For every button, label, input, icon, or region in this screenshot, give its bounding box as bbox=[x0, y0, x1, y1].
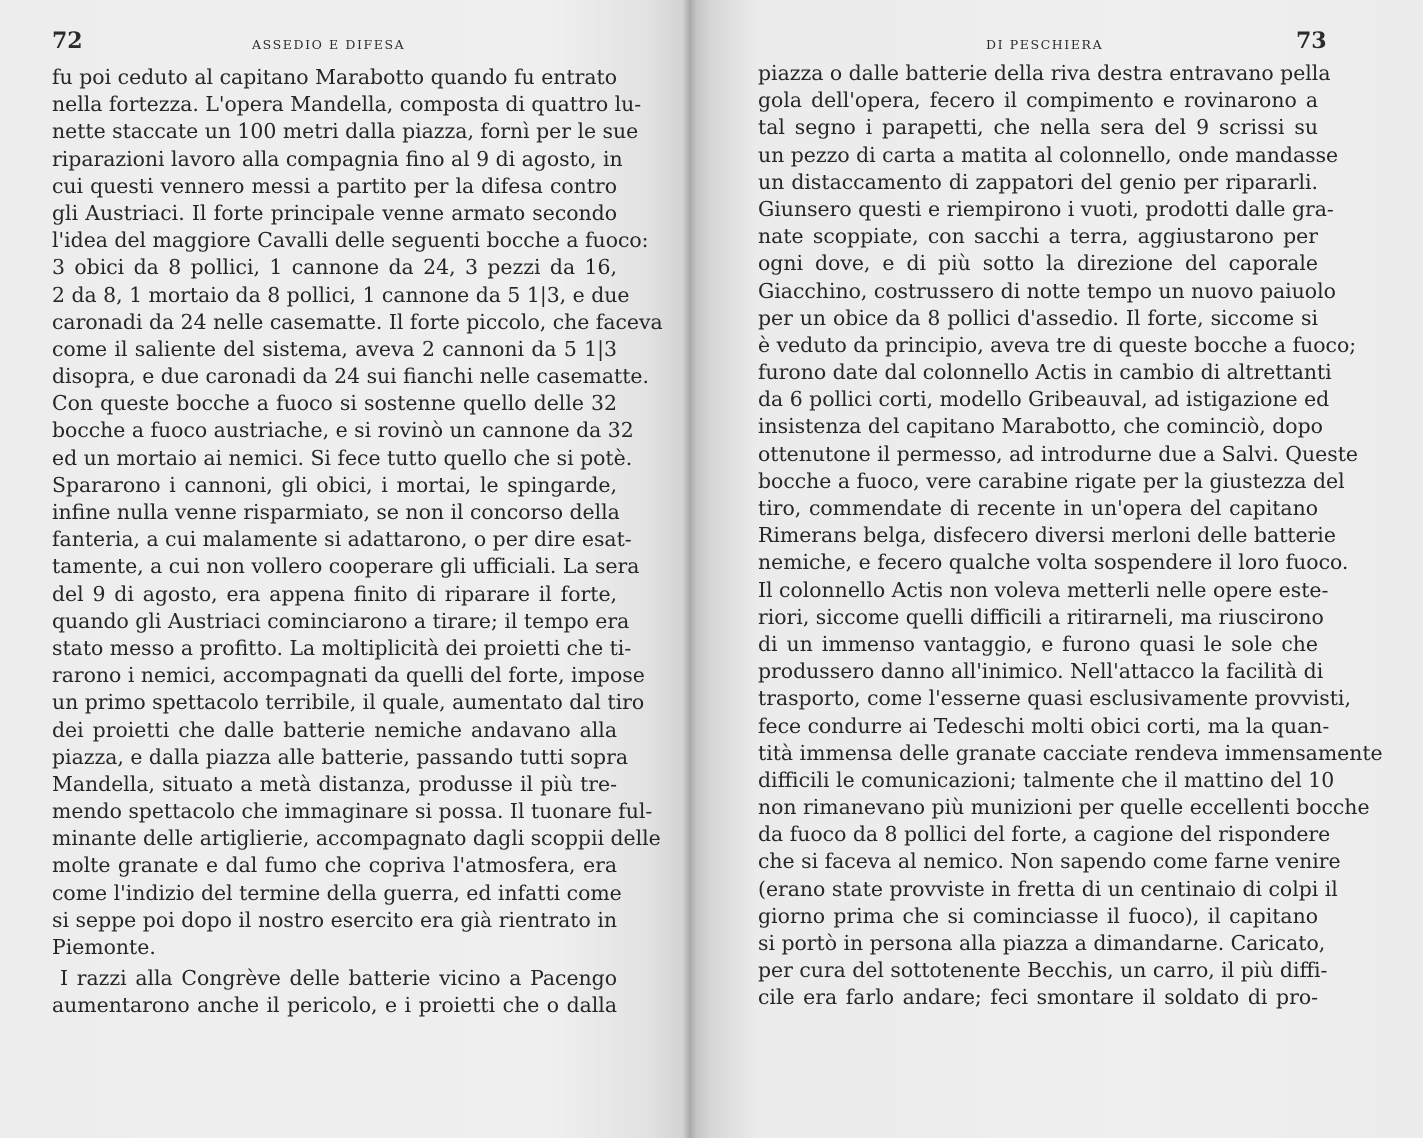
left-page-number: 72 bbox=[52, 28, 83, 54]
left-body-text bbox=[52, 64, 663, 1020]
text-line: stato messo a profitto. La moltiplicità dei proietti che ti- bbox=[52, 635, 632, 660]
text-line: si seppe poi dopo il nostro esercito era già rientrato in bbox=[52, 907, 617, 932]
text-line: nemiche, e fecero qualche volta sospendere il loro fuoco. bbox=[758, 550, 1349, 575]
text-line: tamente, a cui non vollero cooperare gli ufficiali. La sera bbox=[52, 554, 640, 579]
text-line: cui questi vennero messi a partito per la difesa contro bbox=[52, 173, 617, 198]
left-paragraph-1 bbox=[52, 64, 663, 961]
text-line: l'idea del maggiore Cavalli delle seguenti bocche a fuoco: bbox=[52, 228, 649, 253]
text-line: da fuoco da 8 pollici del forte, a cagione del rispondere bbox=[758, 822, 1331, 847]
text-line: difficili le comunicazioni; talmente che il mattino del 10 bbox=[758, 767, 1335, 792]
text-line: per cura del sottotenente Becchis, un carro, il più diffi- bbox=[758, 958, 1328, 983]
text-line: dei proietti che dalle batterie nemiche andavano alla bbox=[52, 717, 617, 742]
right-paragraph-1 bbox=[758, 60, 1383, 1012]
left-paragraph-2 bbox=[52, 965, 617, 1019]
text-line: non rimanevano più munizioni per quelle eccellenti bocche bbox=[758, 795, 1370, 820]
text-line: tità immensa delle granate cacciate rendeva immensamente bbox=[758, 740, 1383, 765]
text-line: un distaccamento di zappatori del genio per ripararli. bbox=[758, 169, 1318, 194]
text-line: tiro, commendate di recente in un'opera del capitano bbox=[758, 496, 1318, 520]
book-gutter bbox=[683, 0, 697, 1138]
text-line: Rimerans belga, disfecero diversi merloni delle batterie bbox=[758, 523, 1336, 548]
text-line: ed un mortaio ai nemici. Si fece tutto quello che si potè. bbox=[52, 445, 633, 470]
text-line: si portò in persona alla piazza a dimandarne. Caricato, bbox=[758, 931, 1326, 955]
text-line: bocche a fuoco austriache, e si rovinò un cannone da 32 bbox=[52, 418, 634, 443]
text-line: Giacchino, costrussero di notte tempo un nuovo paiuolo bbox=[758, 278, 1336, 303]
text-line: Con queste bocche a fuoco si sostenne quello delle 32 bbox=[52, 391, 617, 416]
text-line: fanteria, a cui malamente si adattarono, o per dire esat- bbox=[52, 527, 632, 552]
text-line: quando gli Austriaci cominciarono a tirare; il tempo era bbox=[52, 608, 630, 633]
text-line: un pezzo di carta a matita al colonnello, onde mandasse bbox=[758, 142, 1339, 167]
text-line: fu poi ceduto al capitano Marabotto quando fu entrato bbox=[52, 65, 617, 89]
text-line: un primo spettacolo terribile, il quale, aumentato dal tiro bbox=[52, 690, 645, 715]
text-line: mendo spettacolo che immaginare si possa. Il tuonare ful- bbox=[52, 799, 653, 824]
text-line: minante delle artiglierie, accompagnato dagli scoppii delle bbox=[52, 826, 661, 851]
text-line: ogni dove, e di più sotto la direzione del caporale bbox=[758, 251, 1318, 276]
left-running-title: ASSEDIO E DIFESA bbox=[252, 37, 406, 52]
text-line: 3 obici da 8 pollici, 1 cannone da 24, 3 pezzi da 16, bbox=[52, 255, 617, 280]
text-line: è veduto da principio, aveva tre di queste bocche a fuoco; bbox=[758, 332, 1357, 357]
text-line: del 9 di agosto, era appena finito di riparare il forte, bbox=[52, 581, 617, 606]
text-line: nate scoppiate, con sacchi a terra, aggiustarono per bbox=[758, 224, 1318, 249]
text-line: caronadi da 24 nelle casematte. Il forte piccolo, che faceva bbox=[52, 309, 663, 334]
text-line: come il saliente del sistema, aveva 2 cannoni da 5 1|3 bbox=[52, 336, 617, 361]
text-line: fece condurre ai Tedeschi molti obici corti, ma la quan- bbox=[758, 713, 1330, 738]
text-line: Giunsero questi e riempirono i vuoti, prodotti dalle gra- bbox=[758, 196, 1334, 221]
text-line: Mandella, situato a metà distanza, produsse il più tre- bbox=[52, 771, 617, 796]
text-line: infine nulla venne risparmiato, se non il concorso della bbox=[52, 500, 620, 524]
text-line: Il colonnello Actis non voleva metterli nelle opere este- bbox=[758, 577, 1329, 602]
left-page bbox=[0, 0, 690, 1138]
text-line: (erano state provviste in fretta di un centinaio di colpi il bbox=[758, 876, 1338, 901]
text-line: 2 da 8, 1 mortaio da 8 pollici, 1 cannone da 5 1|3, e due bbox=[52, 282, 630, 307]
text-line: furono date dal colonnello Actis in cambio di altrettanti bbox=[758, 360, 1332, 385]
text-line: per un obice da 8 pollici d'assedio. Il forte, siccome si bbox=[758, 305, 1318, 330]
text-line: che si faceva al nemico. Non sapendo come farne venire bbox=[758, 849, 1341, 874]
right-page-number: 73 bbox=[1296, 28, 1327, 54]
text-line: produssero danno all'inimico. Nell'attacco la facilità di bbox=[758, 659, 1324, 684]
text-line: ottenutone il permesso, ad introdurne due a Salvi. Queste bbox=[758, 441, 1358, 466]
text-line: riparazioni lavoro alla compagnia fino al 9 di agosto, in bbox=[52, 146, 623, 171]
text-line: I razzi alla Congrève delle batterie vicino a Pacengo bbox=[60, 966, 617, 991]
text-line: piazza o dalle batterie della riva destra entravano pella bbox=[758, 61, 1331, 85]
text-line: Piemonte. bbox=[52, 935, 156, 959]
text-line: Spararono i cannoni, gli obici, i mortai, le spingarde, bbox=[52, 472, 617, 497]
text-line: bocche a fuoco, vere carabine rigate per la giustezza del bbox=[758, 468, 1345, 493]
right-running-title: DI PESCHIERA bbox=[986, 37, 1104, 52]
text-line: riori, siccome quelli difficili a ritirarneli, ma riuscirono bbox=[758, 604, 1324, 629]
text-line: da 6 pollici corti, modello Gribeauval, ad istigazione ed bbox=[758, 387, 1330, 412]
text-line: trasporto, come l'esserne quasi esclusivamente provvisti, bbox=[758, 686, 1351, 711]
text-line: cile era farlo andare; feci smontare il soldato di pro- bbox=[758, 985, 1318, 1010]
text-line: aumentarono anche il pericolo, e i proietti che o dalla bbox=[52, 993, 617, 1018]
text-line: nella fortezza. L'opera Mandella, composta di quattro lu- bbox=[52, 92, 642, 117]
text-line: rarono i nemici, accompagnati da quelli del forte, impose bbox=[52, 663, 645, 688]
text-line: tal segno i parapetti, che nella sera del 9 scrissi su bbox=[758, 115, 1318, 140]
text-line: insistenza del capitano Marabotto, che cominciò, dopo bbox=[758, 414, 1323, 439]
text-line: giorno prima che si cominciasse il fuoco), il capitano bbox=[758, 903, 1318, 928]
text-line: gola dell'opera, fecero il compimento e rovinarono a bbox=[758, 88, 1318, 113]
right-body-text bbox=[758, 60, 1383, 1012]
text-line: piazza, e dalla piazza alle batterie, passando tutti sopra bbox=[52, 744, 628, 769]
text-line: come l'indizio del termine della guerra, ed infatti come bbox=[52, 880, 622, 905]
text-line: molte granate e dal fumo che copriva l'atmosfera, era bbox=[52, 853, 617, 878]
text-line: disopra, e due caronadi da 24 sui fianchi nelle casematte. bbox=[52, 364, 649, 389]
text-line: nette staccate un 100 metri dalla piazza, fornì per le sue bbox=[52, 119, 639, 144]
text-line: gli Austriaci. Il forte principale venne armato secondo bbox=[52, 200, 617, 225]
text-line: di un immenso vantaggio, e furono quasi le sole che bbox=[758, 631, 1318, 656]
